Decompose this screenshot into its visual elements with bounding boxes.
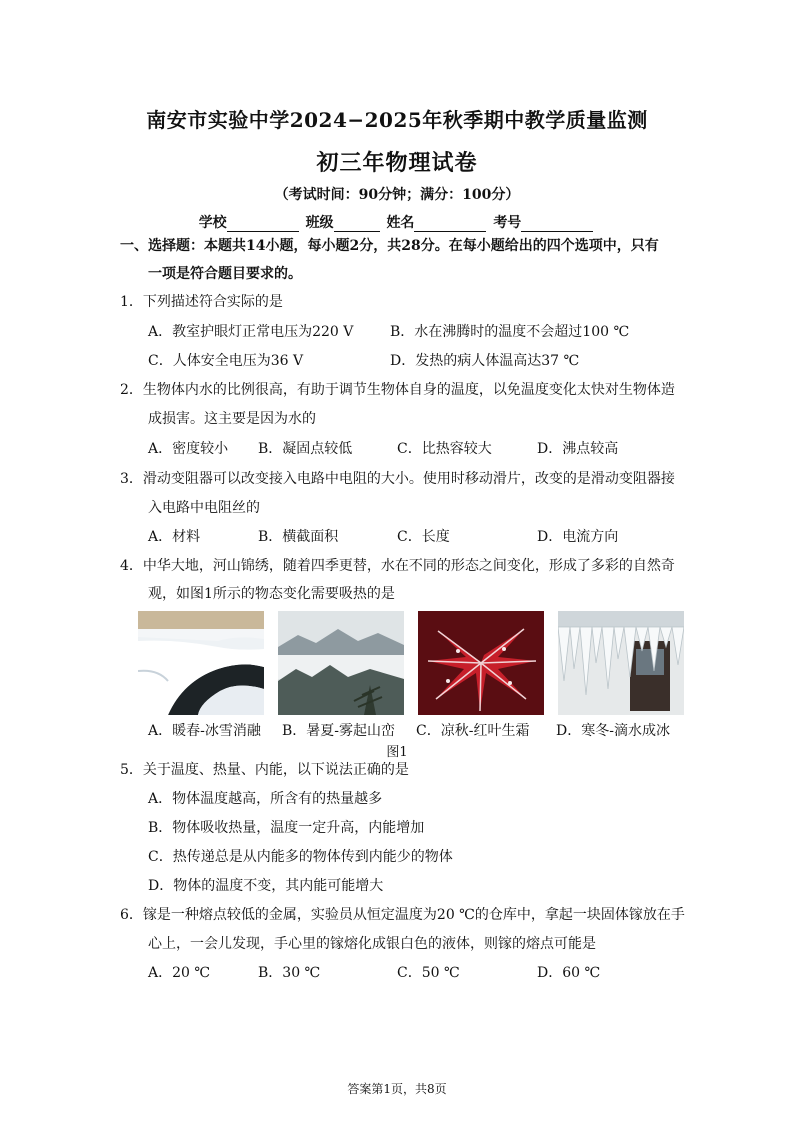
question-6-stem: 6．镓是一种熔点较低的金属，实验员从恒定温度为20 ℃的仓库中，拿起一块固体镓放在手 (120, 907, 685, 923)
question-4-stem: 4．中华大地，河山锦绣，随着四季更替，水在不同的形态之间变化，形成了多彩的自然奇 (120, 558, 675, 574)
q3-option-b[interactable]: B．横截面积 (258, 529, 339, 545)
question-3-stem-cont: 入电路中电阻丝的 (148, 500, 260, 516)
name-label: 姓名 (386, 215, 415, 231)
q3-option-d[interactable]: D．电流方向 (537, 529, 619, 545)
figure-1-label: 图1 (386, 745, 408, 760)
q3-option-a[interactable]: A．材料 (148, 529, 201, 545)
exam-title: 南安市实验中学2024−2025年秋季期中教学质量监测 (146, 108, 648, 132)
q4-option-a[interactable]: A．暖春-冰雪消融 (148, 723, 261, 739)
name-blank[interactable] (414, 217, 486, 232)
snow-melting-photo[interactable] (138, 611, 264, 715)
class-label: 班级 (305, 215, 334, 231)
question-3-stem: 3．滑动变阻器可以改变接入电路中电阻的大小。使用时移动滑片，改变的是滑动变阻器接 (120, 471, 675, 487)
student-info-row (0, 212, 794, 232)
q1-option-c[interactable]: C．人体安全电压为36 V (148, 353, 304, 369)
q5-option-c[interactable]: C．热传递总是从内能多的物体传到内能少的物体 (148, 849, 453, 865)
question-2-stem-cont: 成损害。这主要是因为水的 (148, 411, 316, 427)
exam-info: （考试时间：90分钟；满分：100分） (274, 187, 520, 203)
question-4-stem-cont: 观，如图1所示的物态变化需要吸热的是 (148, 586, 395, 602)
frost-red-leaf-photo[interactable] (418, 611, 544, 715)
q2-option-a[interactable]: A．密度较小 (148, 441, 229, 457)
q1-option-a[interactable]: A．教室护眼灯正常电压为220 V (148, 324, 354, 340)
q1-option-b[interactable]: B．水在沸腾时的温度不会超过100 ℃ (390, 324, 630, 340)
q4-option-b[interactable]: B．暑夏-雾起山峦 (282, 723, 396, 739)
mountain-fog-photo[interactable] (278, 611, 404, 715)
section1-heading: 一、选择题：本题共14小题，每小题2分，共28分。在每小题给出的四个选项中，只有 一项是符合题目要求的。 (120, 238, 659, 282)
figure-1 (138, 611, 683, 715)
q5-option-b[interactable]: B．物体吸收热量，温度一定升高，内能增加 (148, 820, 425, 836)
q1-option-d[interactable]: D．发热的病人体温高达37 ℃ (390, 353, 580, 369)
q6-option-c[interactable]: C．50 ℃ (397, 965, 460, 981)
q4-option-d[interactable]: D．寒冬-滴水成冰 (556, 723, 670, 739)
school-blank[interactable] (227, 217, 299, 232)
exam-number-label: 考号 (493, 215, 522, 231)
q2-option-c[interactable]: C．比热容较大 (397, 441, 492, 457)
question-2-stem: 2．生物体内水的比例很高，有助于调节生物体自身的温度，以免温度变化太快对生物体造 (120, 382, 675, 398)
exam-number-blank[interactable] (521, 217, 593, 232)
q5-option-a[interactable]: A．物体温度越高，所含有的热量越多 (148, 791, 383, 807)
q6-option-d[interactable]: D．60 ℃ (537, 965, 601, 981)
q6-option-b[interactable]: B．30 ℃ (258, 965, 321, 981)
question-1-stem: 1．下列描述符合实际的是 (120, 294, 283, 310)
page-footer: 答案第1页，共8页 (347, 1082, 447, 1096)
q2-option-b[interactable]: B．凝固点较低 (258, 441, 353, 457)
school-label: 学校 (198, 215, 227, 231)
question-6-stem-cont: 心上，一会儿发现，手心里的镓熔化成银白色的液体，则镓的熔点可能是 (148, 936, 596, 952)
q4-option-c[interactable]: C．凉秋-红叶生霜 (416, 723, 530, 739)
q6-option-a[interactable]: A．20 ℃ (148, 965, 211, 981)
icicles-photo[interactable] (558, 611, 684, 715)
question-5-stem: 5．关于温度、热量、内能，以下说法正确的是 (120, 762, 409, 778)
class-blank[interactable] (334, 217, 380, 232)
q5-option-d[interactable]: D．物体的温度不变，其内能可能增大 (148, 878, 384, 894)
exam-subtitle: 初三年物理试卷 (316, 150, 478, 176)
q2-option-d[interactable]: D．沸点较高 (537, 441, 619, 457)
q3-option-c[interactable]: C．长度 (397, 529, 450, 545)
